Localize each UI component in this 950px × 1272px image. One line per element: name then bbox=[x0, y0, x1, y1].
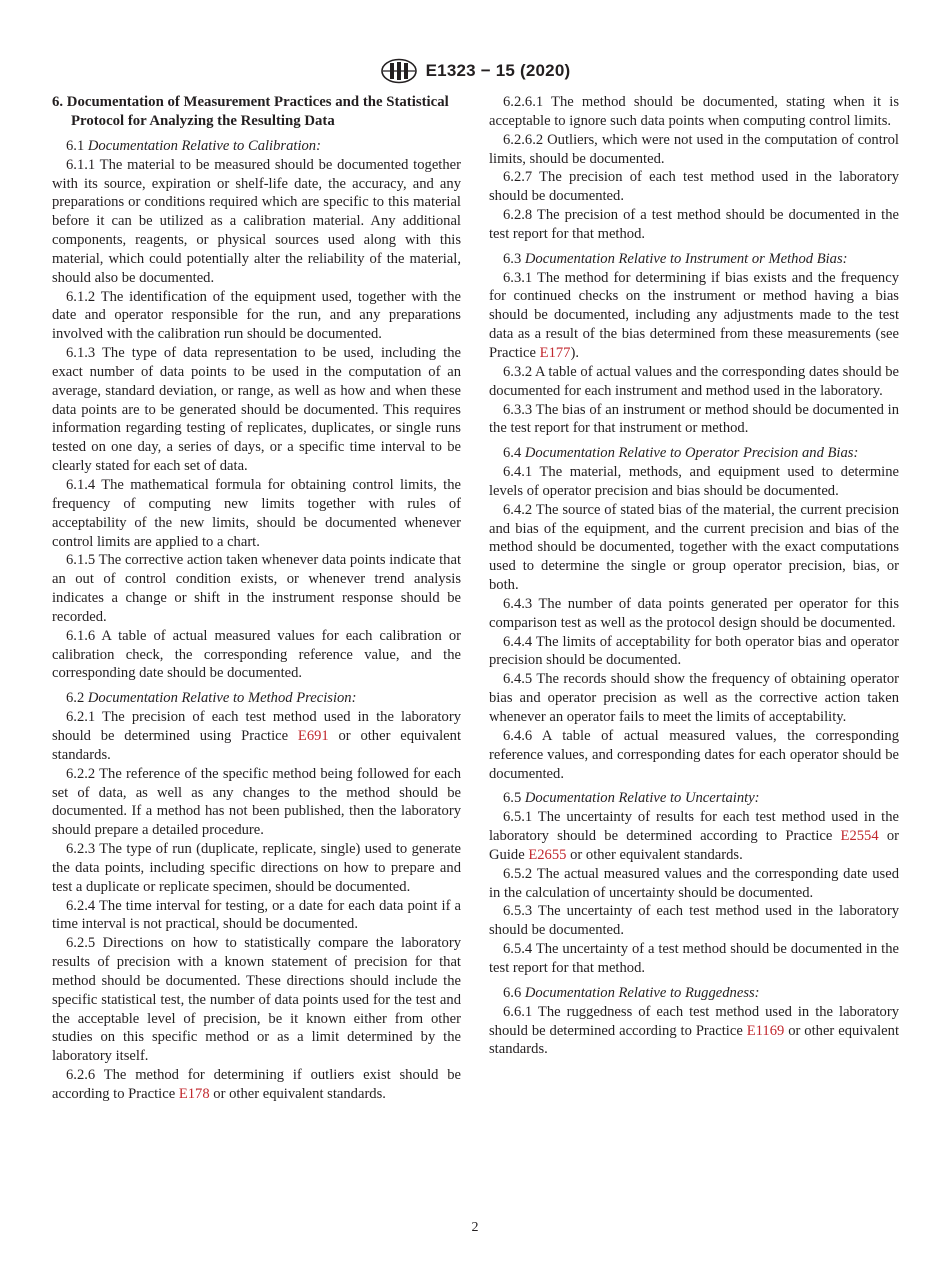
paragraph-text: 6.2.6.2 Outliers, which were not used in the computation of control limits, should be documented. bbox=[489, 131, 899, 167]
paragraph-text: or other equivalent standards. bbox=[489, 1022, 899, 1058]
subsection-number: 6.6 bbox=[503, 984, 525, 1001]
paragraph bbox=[52, 551, 461, 626]
paragraph-text: 6.1.5 The corrective action taken whenever data points indicate that an out of control condition exists, or whenever trend analysis indicates a change or shift in the instrument response should be recorded. bbox=[52, 552, 461, 625]
paragraph-text: 6.4.5 The records should show the frequency of obtaining operator bias and operator precision as well as the corrective action taken whenever an operator fails to meet the limits of acceptability. bbox=[489, 671, 899, 725]
paragraph bbox=[489, 865, 899, 903]
paragraph bbox=[489, 808, 899, 865]
section-number: 6. bbox=[52, 94, 67, 110]
subsection-number: 6.3 bbox=[503, 250, 525, 267]
paragraph-text: or Guide bbox=[489, 828, 899, 863]
paragraph-text: 6.1.3 The type of data representation to be used, including the exact number of data points to be used in the computation of an average, standard deviation, or range, as well as how and when these data points are to be generated should be documented. This requires information regarding testing of replicates, duplicates, or single runs tested on one day, a series of days, or a specific time interval to be clearly stated for each set of data. bbox=[52, 345, 461, 475]
paragraph-text: 6.6.1 The ruggedness of each test method used in the laboratory should be determined according to Practice bbox=[489, 1003, 899, 1039]
standard-reference-link[interactable]: E178 bbox=[178, 1086, 210, 1102]
section-heading bbox=[52, 93, 461, 131]
paragraph bbox=[489, 727, 899, 784]
paragraph-text: 6.4.2 The source of stated bias of the material, the current precision and bias of the equipment, and the current precision and bias of the method should be documented, together with the exact computations used to determine the single or group operator precision, bias, or both. bbox=[489, 501, 899, 594]
paragraph bbox=[489, 131, 899, 169]
paragraph-text: 6.1.6 A table of actual measured values for each calibration or calibration check, the corresponding reference value, and the corresponding date should be documented. bbox=[52, 627, 461, 682]
paragraph-text: 6.2.8 The precision of a test method should be documented in the test report for that method. bbox=[489, 207, 899, 242]
subsection-heading bbox=[489, 789, 899, 808]
paragraph bbox=[52, 627, 461, 684]
paragraph-text: 6.2.5 Directions on how to statistically compare the laboratory results of precision with a known statement of precision for that method should be documented. These directions should include the specific statistical test, the number of data points used for the test and the acceptable level of precision, be it known either from other studies on this specific method or as a limit determined by the laboratory itself. bbox=[52, 935, 461, 1065]
paragraph-text: 6.5.1 The uncertainty of results for each test method used in the laboratory should be determined according to Practice bbox=[489, 809, 899, 845]
page-number: 2 bbox=[471, 1220, 479, 1235]
paragraph-text: 6.2.7 The precision of each test method used in the laboratory should be documented. bbox=[489, 169, 899, 205]
paragraph bbox=[489, 1003, 899, 1060]
paragraph bbox=[489, 93, 899, 131]
paragraph bbox=[52, 897, 461, 935]
paragraph-text: or other equivalent standards. bbox=[209, 1086, 386, 1102]
paragraph bbox=[52, 288, 461, 345]
paragraph bbox=[489, 269, 899, 363]
page-header bbox=[0, 58, 950, 84]
paragraph bbox=[52, 765, 461, 840]
paragraph bbox=[489, 595, 899, 633]
paragraph bbox=[489, 206, 899, 244]
subsection-number: 6.5 bbox=[503, 790, 525, 807]
paragraph bbox=[489, 363, 899, 401]
paragraph-text: 6.5.4 The uncertainty of a test method should be documented in the test report for that method. bbox=[489, 941, 899, 976]
paragraph bbox=[52, 476, 461, 551]
subsection-heading bbox=[489, 984, 899, 1003]
subsection-title: Documentation Relative to Method Precision: bbox=[87, 690, 357, 707]
standard-reference-link[interactable]: E2554 bbox=[840, 828, 879, 845]
paragraph bbox=[489, 401, 899, 439]
paragraph bbox=[52, 840, 461, 897]
subsection-title: Documentation Relative to Calibration: bbox=[87, 137, 321, 154]
right-column bbox=[489, 93, 899, 1059]
paragraph-text: 6.2.6.1 The method should be documented, stating when it is acceptable to ignore such data points when computing control limits. bbox=[489, 94, 899, 129]
subsection-title: Documentation Relative to Ruggedness: bbox=[524, 984, 760, 1001]
paragraph bbox=[52, 344, 461, 476]
paragraph bbox=[52, 934, 461, 1066]
paragraph-text: 6.4.6 A table of actual measured values, the corresponding reference values, and corresponding dates for each operator should be documented. bbox=[489, 727, 899, 782]
paragraph-text: or other equivalent standards. bbox=[52, 727, 462, 763]
paragraph-text: 6.3.3 The bias of an instrument or method should be documented in the test report for that instrument or method. bbox=[489, 401, 899, 437]
subsection-heading bbox=[52, 137, 461, 156]
subsection-title: Documentation Relative to Operator Precision and Bias: bbox=[524, 445, 859, 462]
paragraph bbox=[52, 708, 461, 765]
paragraph-text: 6.2.1 The precision of each test method used in the laboratory should be determined using Practice bbox=[52, 709, 461, 744]
standard-reference-link[interactable]: E1169 bbox=[746, 1022, 785, 1039]
paragraph-text: or other equivalent standards. bbox=[566, 846, 743, 863]
paragraph bbox=[489, 168, 899, 206]
subsection-title: Documentation Relative to Instrument or Method Bias: bbox=[524, 250, 848, 267]
subsection-title: Documentation Relative to Uncertainty: bbox=[524, 790, 760, 807]
paragraph-text: ). bbox=[570, 344, 579, 361]
paragraph bbox=[489, 670, 899, 727]
paragraph-text: 6.4.1 The material, methods, and equipment used to determine levels of operator precision and bias should be documented. bbox=[489, 464, 899, 499]
standard-reference-link[interactable]: E691 bbox=[297, 727, 329, 744]
paragraph-text: 6.3.2 A table of actual values and the corresponding dates should be documented for each instrument and method used in the laboratory. bbox=[489, 363, 899, 399]
subsection-number: 6.2 bbox=[66, 690, 88, 707]
standard-designation: E1323 − 15 (2020) bbox=[425, 61, 571, 80]
astm-logo-icon bbox=[380, 58, 418, 84]
subsection-number: 6.4 bbox=[503, 445, 525, 462]
standard-reference-link[interactable]: E2655 bbox=[528, 846, 567, 863]
paragraph bbox=[489, 940, 899, 978]
subsection-number: 6.1 bbox=[66, 137, 88, 154]
paragraph-text: 6.5.3 The uncertainty of each test method used in the laboratory should be documented. bbox=[489, 903, 899, 939]
standard-reference-link[interactable]: E177 bbox=[539, 344, 571, 361]
left-column bbox=[52, 93, 461, 1104]
paragraph-text: 6.1.4 The mathematical formula for obtaining control limits, the frequency of computing new limits together with rules of acceptability of the new limits, should be documented whenever control limits are applied to a chart. bbox=[52, 477, 461, 550]
paragraph-text: 6.4.3 The number of data points generated per operator for this comparison test as well as the protocol design should be documented. bbox=[489, 595, 899, 631]
subsection-heading bbox=[489, 444, 899, 463]
paragraph-text: 6.5.2 The actual measured values and the corresponding date used in the calculation of uncertainty should be documented. bbox=[489, 865, 899, 901]
paragraph-text: 6.1.1 The material to be measured should be documented together with its source, expiration or shelf-life date, the accuracy, and any preparations or conditions required which are specific to this material before it can be utilized as a calibration material. Any additional components, reagents, or physical sources used along with this material, which could potentially alter the reliability of the material, should also be documented. bbox=[52, 156, 461, 286]
paragraph bbox=[489, 902, 899, 940]
paragraph-text: 6.2.6 The method for determining if outliers exist should be according to Practice bbox=[52, 1067, 461, 1102]
subsection-heading bbox=[489, 250, 899, 269]
paragraph bbox=[489, 633, 899, 671]
paragraph-text: 6.1.2 The identification of the equipment used, together with the date and operator responsible for the run, and any preparations involved with the calibration run should be documented. bbox=[52, 288, 461, 343]
paragraph-text: 6.2.2 The reference of the specific method being followed for each set of data, as well as any changes to the method should be documented. If a method has not been published, then the laboratory should prepare a detailed procedure. bbox=[52, 765, 461, 839]
paragraph-text: 6.2.3 The type of run (duplicate, replicate, single) used to generate the data points, including specific directions on how to prepare and test a duplicate or replicate specimen, should be documented. bbox=[52, 841, 461, 895]
paragraph-text: 6.3.1 The method for determining if bias exists and the frequency for continued checks on the instrument or method having a bias should be documented, including any adjustments made to the test data as a result of the bias determined from these measurements (see Practice bbox=[489, 269, 899, 361]
paragraph-text: 6.4.4 The limits of acceptability for both operator bias and operator precision should be documented. bbox=[489, 633, 899, 669]
subsection-heading bbox=[52, 689, 461, 708]
paragraph bbox=[489, 501, 899, 595]
paragraph bbox=[52, 1066, 461, 1104]
paragraph bbox=[52, 156, 461, 288]
section-title: Documentation of Measurement Practices and the Statistical Protocol for Analyzing the Resulting Data bbox=[66, 94, 449, 129]
paragraph bbox=[489, 463, 899, 501]
paragraph-text: 6.2.4 The time interval for testing, or a date for each data point if a time interval is not practical, should be documented. bbox=[52, 897, 461, 933]
